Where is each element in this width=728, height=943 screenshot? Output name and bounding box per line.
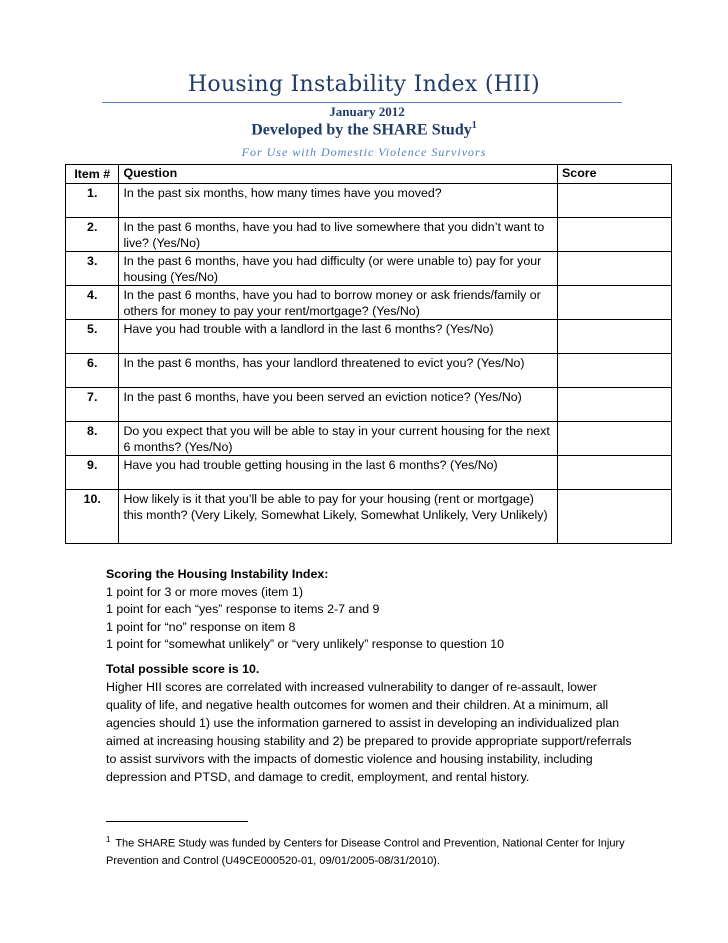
table-row <box>66 320 672 354</box>
total-section <box>106 660 636 786</box>
column-header-question: Question <box>119 165 558 184</box>
question-text: Have you had trouble getting housing in the last 6 months? (Yes/No) <box>119 456 558 490</box>
score-cell[interactable] <box>558 252 672 286</box>
question-text: How likely is it that you’ll be able to pay for your housing (rent or mortgage) this month? (Very Likely, Somewhat Likely, Somewhat Unlikely, Very Unlikely) <box>119 490 558 544</box>
item-number: 8. <box>66 422 119 456</box>
item-number: 5. <box>66 320 119 354</box>
item-number: 4. <box>66 286 119 320</box>
question-text: In the past 6 months, have you had difficulty (or were unable to) pay for your housing (Yes/No) <box>119 252 558 286</box>
footnote <box>106 831 636 870</box>
scoring-heading: Scoring the Housing Instability Index: <box>106 567 329 581</box>
score-cell[interactable] <box>558 320 672 354</box>
score-cell[interactable] <box>558 422 672 456</box>
table-row <box>66 184 672 218</box>
document-date: January 2012 <box>329 104 405 119</box>
score-cell[interactable] <box>558 354 672 388</box>
item-number: 6. <box>66 354 119 388</box>
developed-by <box>0 120 728 139</box>
scoring-rule: 1 point for 3 or more moves (item 1) <box>106 584 303 599</box>
score-cell[interactable] <box>558 286 672 320</box>
footnote-reference: 1 <box>471 120 477 131</box>
table-row <box>66 218 672 252</box>
table-row <box>66 490 672 544</box>
footnote-mark: 1 <box>106 835 111 844</box>
table-row <box>66 422 672 456</box>
table-header-row <box>66 165 672 184</box>
footnote-text: The SHARE Study was funded by Centers for Disease Control and Prevention, National Center for Injury Prevention and Control (U49CE000520-01, 09/01/2005-08/31/2010). <box>106 837 625 867</box>
question-text: In the past 6 months, have you had to borrow money or ask friends/family or others for money to pay your rent/mortgage? (Yes/No) <box>119 286 558 320</box>
table-row <box>66 286 672 320</box>
table-row <box>66 354 672 388</box>
title-rule <box>102 102 622 103</box>
table-row <box>66 456 672 490</box>
question-text: Have you had trouble with a landlord in the last 6 months? (Yes/No) <box>119 320 558 354</box>
questions-table <box>65 164 672 544</box>
item-number: 7. <box>66 388 119 422</box>
score-cell[interactable] <box>558 388 672 422</box>
score-cell[interactable] <box>558 456 672 490</box>
footnote-rule <box>106 821 248 822</box>
scoring-section <box>106 566 666 654</box>
document-subtitle: For Use with Domestic Violence Survivors <box>241 145 487 159</box>
question-text: In the past 6 months, have you been served an eviction notice? (Yes/No) <box>119 388 558 422</box>
total-body: Higher HII scores are correlated with increased vulnerability to danger of re-assault, lower quality of life, and negative health outcomes for women and their children. At a minimum, all agencies should 1) use the information garnered to assist in developing an individualized plan aimed at increasing housing stability and 2) be prepared to provide appropriate support/referrals to assist survivors with the impacts of domestic violence and housing instability, including depression and PTSD, and damage to credit, employment, and rental history. <box>106 680 632 784</box>
document-title: Housing Instability Index (HII) <box>187 72 541 97</box>
column-header-item: Item # <box>66 165 119 184</box>
score-cell[interactable] <box>558 218 672 252</box>
item-number: 9. <box>66 456 119 490</box>
scoring-rule: 1 point for “somewhat unlikely” or “very unlikely” response to question 10 <box>106 637 505 651</box>
scoring-rule: 1 point for “no” response on item 8 <box>106 619 296 634</box>
question-text: Do you expect that you will be able to stay in your current housing for the next 6 months? (Yes/No) <box>119 422 558 456</box>
developed-by-text: Developed by the SHARE Study <box>251 121 472 139</box>
table-row <box>66 388 672 422</box>
item-number: 2. <box>66 218 119 252</box>
scoring-rule: 1 point for each “yes” response to items 2-7 and 9 <box>106 602 380 616</box>
table-row <box>66 252 672 286</box>
question-text: In the past six months, how many times have you moved? <box>119 184 558 218</box>
question-text: In the past 6 months, has your landlord threatened to evict you? (Yes/No) <box>119 354 558 388</box>
item-number: 1. <box>66 184 119 218</box>
total-heading: Total possible score is 10. <box>106 662 260 676</box>
question-text: In the past 6 months, have you had to live somewhere that you didn’t want to live? (Yes/No) <box>119 218 558 252</box>
score-cell[interactable] <box>558 184 672 218</box>
item-number: 3. <box>66 252 119 286</box>
item-number: 10. <box>66 490 119 544</box>
column-header-score: Score <box>558 165 672 184</box>
score-cell[interactable] <box>558 490 672 544</box>
